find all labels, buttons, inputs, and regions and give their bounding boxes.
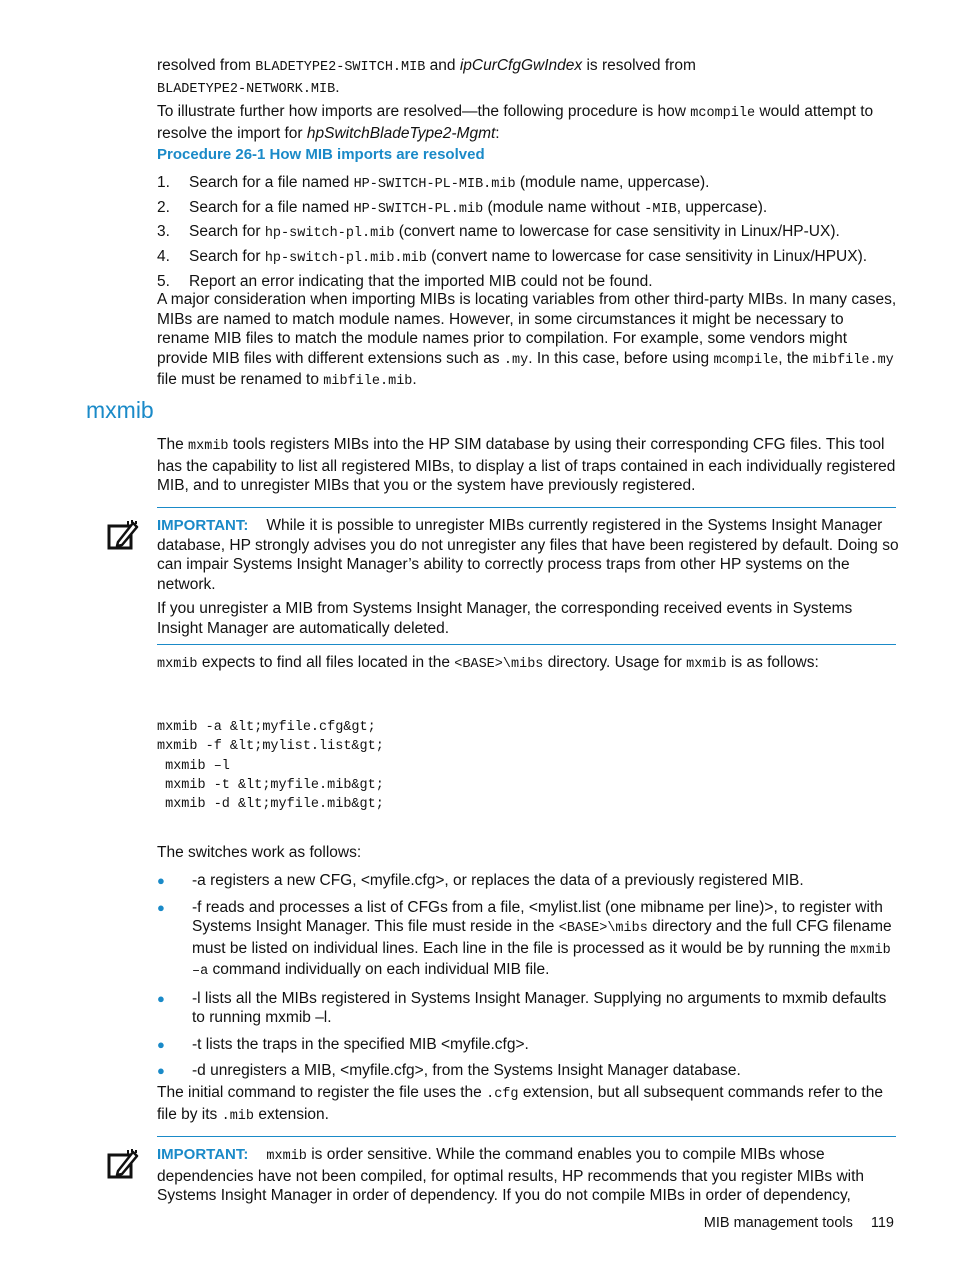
procedure-step: 2. Search for a file named HP-SWITCH-PL.mib (module name without -MIB, uppercase). <box>157 198 768 217</box>
switches-list <box>157 871 899 1088</box>
extension-note: The initial command to register the file uses the .cfg extension, but all subsequent commands refer to the file by its .mib extension. <box>157 1084 883 1124</box>
list-item: ● -t lists the traps in the specified MIB <myfile.cfg>. <box>157 1035 529 1053</box>
procedure-step: 1. Search for a file named HP-SWITCH-PL-MIB.mib (module name, uppercase). <box>157 174 710 192</box>
important-label: IMPORTANT: <box>157 517 249 534</box>
important-note-2: IMPORTANT: mxmib is order sensitive. While the command enables you to compile MIBs whose dependencies have not been compiled, for optimal results, HP recommends that you register MIBs with Systems Insight Manager in order of dependency. If you do not compile MIBs in order of dependency, <box>157 1146 865 1204</box>
important-bottom-rule <box>157 644 896 645</box>
important-note-1: IMPORTANT: While it is possible to unregister MIBs currently registered in the Systems Insight Manager database, HP strongly advises you do not unregister any files that have been registered by default. Doing so can impair Systems Insight Manager’s ability to correctly process traps from other HP systems on the network. If you unregister a MIB from Systems Insight Manager, the corresponding received events in Systems Insight Manager are automatically deleted. <box>157 517 899 637</box>
important-top-rule <box>157 1136 896 1137</box>
important-top-rule <box>157 507 896 508</box>
code-line: mxmib –l <box>157 758 230 774</box>
important-note-icon <box>106 1147 140 1181</box>
code-line: mxmib -a &lt;myfile.cfg&gt; <box>157 720 376 735</box>
intro-paragraph-1: resolved from BLADETYPE2-SWITCH.MIB and ipCurCfgGwIndex is resolved from BLADETYPE2-NETWORK.MIB. <box>157 57 696 97</box>
usage-code-block <box>157 718 384 814</box>
bullet-dot-icon: ● <box>157 1063 165 1078</box>
mxmib-description: The mxmib tools registers MIBs into the HP SIM database by using their corresponding CFG files. This tool has the capability to list all registered MIBs, to display a list of traps contained in each individually registered MIB, and to unregister MIBs that you or the system have previously registered. <box>157 436 896 494</box>
important-label: IMPORTANT: <box>157 1146 249 1163</box>
footer-section-title: MIB management tools <box>703 1215 853 1231</box>
list-item: ● -l lists all the MIBs registered in Systems Insight Manager. Supplying no arguments to mxmib defaults to running mxmib –l. <box>157 989 887 1026</box>
list-item: ● -f reads and processes a list of CFGs from a file, <mylist.list (one mibname per line)>, to register with Systems Insight Manager. This file must reside in the <BASE>\mibs directory and the full CFG filename must be listed on individual lines. Each line in the file is processed as it would be by running the mxmib –a command individually on each individual MIB file. <box>157 898 899 982</box>
switches-intro: The switches work as follows: <box>157 844 362 861</box>
procedure-step: 5. Report an error indicating that the imported MIB could not be found. <box>157 272 653 290</box>
section-heading: mxmib <box>86 397 154 423</box>
bullet-dot-icon: ● <box>157 1036 165 1052</box>
important-note-icon <box>106 518 140 552</box>
list-item: ● -d unregisters a MIB, <myfile.cfg>, from the Systems Insight Manager database. <box>157 1062 741 1079</box>
usage-paragraph: mxmib expects to find all files located in the <BASE>\mibs directory. Usage for mxmib is as follows: <box>157 654 819 672</box>
bullet-dot-icon: ● <box>157 873 165 888</box>
page-number: 119 <box>870 1215 894 1231</box>
consideration-paragraph: A major consideration when importing MIBs is locating variables from other third-party MIBs. In many cases, MIBs are named to match module names. However, in some circumstances it might be necessary to rename MIB files to match the module names prior to compilation. For example, some vendors might provide MIB files with different extensions such as .my. In this case, before using mcompile, the mibfile.my file must be renamed to mibfile.mib. <box>157 291 897 389</box>
procedure-title: Procedure 26-1 How MIB imports are resolved <box>157 146 485 163</box>
intro-paragraph-2: To illustrate further how imports are resolved—the following procedure is how mcompile would attempt to resolve the import for hpSwitchBladeType2-Mgmt: <box>157 103 874 142</box>
code-line: mxmib -d &lt;myfile.mib&gt; <box>157 797 384 813</box>
list-item: ● -a registers a new CFG, <myfile.cfg>, or replaces the data of a previously registered MIB. <box>157 872 804 889</box>
bullet-dot-icon: ● <box>157 899 165 915</box>
procedure-step: 4. Search for hp-switch-pl.mib.mib (convert name to lowercase for case sensitivity in Linux/HPUX). <box>157 248 868 267</box>
code-line: mxmib -f &lt;mylist.list&gt; <box>157 739 384 755</box>
bullet-dot-icon: ● <box>157 990 165 1006</box>
page-footer <box>704 1215 894 1231</box>
procedure-steps <box>157 172 899 294</box>
procedure-step: 3. Search for hp-switch-pl.mib (convert name to lowercase for case sensitivity in Linux/HP-UX). <box>157 223 840 242</box>
code-line: mxmib -t &lt;myfile.mib&gt; <box>157 777 384 793</box>
